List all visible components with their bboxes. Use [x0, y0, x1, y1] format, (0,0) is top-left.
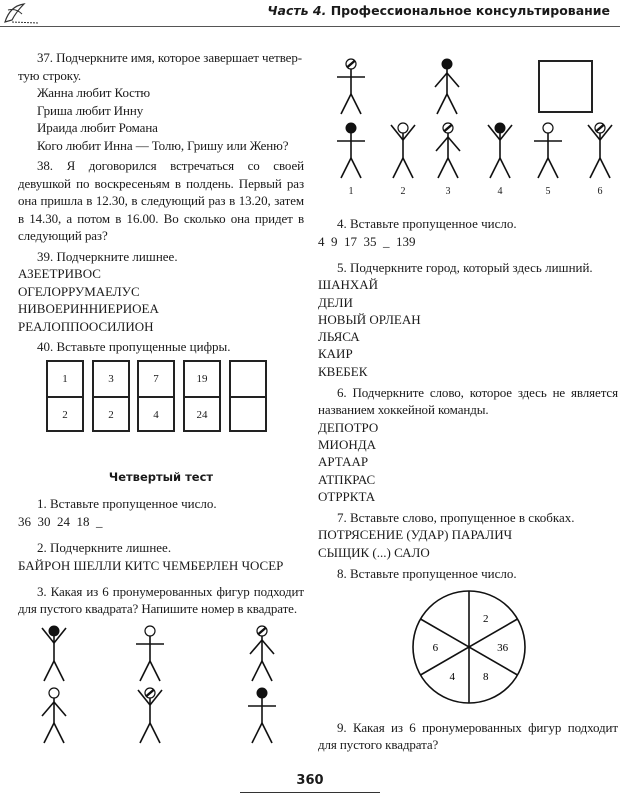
wheel-number: 6 — [432, 641, 439, 654]
t1-sequence: 36 30 24 18 _ — [18, 513, 103, 529]
stick-figure — [34, 625, 74, 685]
t5-text: 5. Подчеркните город, который здесь лишний. — [337, 260, 593, 275]
q39-text: 39. Подчеркните лишнее. — [37, 248, 178, 264]
t7-item: ПОТРЯСЕНИЕ (УДАР) ПАРАЛИЧ — [318, 527, 513, 543]
stick-figure — [428, 122, 468, 182]
empty-head — [145, 626, 155, 636]
t6-item: АРТААР — [318, 454, 369, 470]
t2-words: БАЙРОН ШЕЛЛИ КИТС ЧЕМБЕРЛЕН ЧОСЕР — [18, 557, 284, 573]
q39-item: НИВОЕРИННИЕРИОЕА — [18, 301, 159, 316]
figure-number: 6 — [597, 186, 603, 197]
figure-number: 3 — [445, 186, 451, 197]
t4-text: 4. Вставьте пропущенное число. — [337, 216, 517, 231]
digit-cell: 4 — [139, 396, 173, 432]
t7-text: 7. Вставьте слово, пропущенное в скобках. — [337, 510, 575, 526]
figure-number: 1 — [348, 186, 354, 197]
t6-item: ДЕПОТРО — [318, 419, 379, 435]
filled-head — [346, 123, 356, 133]
number-wheel — [409, 587, 529, 707]
digit-cell: 24 — [185, 396, 219, 432]
stick-figure — [480, 122, 520, 182]
figure-number: 2 — [400, 186, 406, 197]
stick-figure — [242, 625, 282, 685]
figure-number: 5 — [545, 186, 551, 197]
test-question-9: 9. Какая из 6 пронумерованных фигур подходит для пустого квадрата? — [318, 719, 618, 752]
wheel-number: 4 — [449, 670, 455, 683]
digit-cell — [231, 396, 265, 432]
q37-item: Ираида любит Романа — [37, 120, 158, 135]
wheel-number: 8 — [483, 670, 489, 683]
stick-figure — [34, 687, 74, 747]
empty-head — [49, 688, 59, 698]
empty-answer-square[interactable] — [538, 60, 593, 113]
page-number-rule — [240, 792, 380, 793]
stick-figure — [331, 58, 371, 118]
puzzle-figures — [318, 58, 618, 208]
digit-cell — [231, 362, 265, 396]
digit-box — [183, 360, 221, 432]
filled-head — [495, 123, 505, 133]
digit-cell: 7 — [153, 372, 159, 385]
question-39 — [18, 248, 304, 336]
digit-cell: 2 — [48, 396, 82, 432]
digit-cell: 2 — [94, 396, 128, 432]
figure-number: 4 — [497, 186, 503, 197]
digit-box — [137, 360, 175, 432]
digit-box — [46, 360, 84, 432]
q37-item: Гриша любит Инну — [37, 102, 144, 118]
test-question-8: 8. Вставьте пропущенное число. — [337, 566, 517, 582]
t5-item: КВЕБЕК — [318, 363, 368, 379]
q37-item: Жанна любит Костю — [37, 85, 151, 100]
right-column — [318, 58, 618, 753]
digit-cell: 1 — [62, 372, 68, 385]
t6-text: 6. Подчеркните слово, которое здесь не является названием хоккейной команды. — [318, 385, 618, 418]
t1-text: 1. Вставьте пропущенное число. — [37, 496, 217, 511]
t5-item: ЛЬЯСА — [318, 329, 360, 345]
header-part: Часть 4. — [267, 3, 327, 18]
running-header — [267, 3, 610, 18]
q37-item: Кого любит Инна — Толю, Гришу или Женю? — [37, 137, 289, 153]
left-column — [18, 49, 304, 747]
q39-item: АЗЕЕТРИВОС — [18, 266, 101, 281]
feather-pen-logo — [2, 2, 42, 26]
test-question-1 — [18, 495, 304, 530]
digit-cell: 3 — [108, 372, 114, 385]
q39-item: ОГЕЛОРРУМАЕЛУС — [18, 283, 140, 299]
stick-figure — [331, 122, 371, 182]
t4-sequence: 4 9 17 35 _ 139 — [318, 233, 416, 249]
question-37 — [18, 49, 304, 154]
stick-figure — [528, 122, 568, 182]
t6-item: МИОНДА — [318, 436, 376, 452]
t5-item: ШАНХАЙ — [318, 277, 379, 293]
q39-item: РЕАЛОППООСИЛИОН — [18, 318, 154, 334]
filled-head — [49, 626, 59, 636]
wheel-number: 36 — [497, 641, 509, 654]
stick-figure — [130, 625, 170, 685]
test-question-2 — [18, 539, 304, 574]
question-40: 40. Вставьте пропущенные цифры. — [37, 339, 231, 354]
t6-item: ОТРРКТА — [318, 488, 376, 504]
t5-item: НОВЫЙ ОРЛЕАН — [318, 311, 421, 327]
stick-figure — [383, 122, 423, 182]
empty-head — [543, 123, 553, 133]
stick-figure — [427, 58, 467, 118]
digit-box — [92, 360, 130, 432]
t5-item: ДЕЛИ — [318, 294, 353, 310]
q37-line: тую строку. — [18, 67, 82, 83]
test-question-6 — [318, 384, 618, 505]
filled-head — [257, 688, 267, 698]
t5-item: КАИР — [318, 346, 353, 362]
test-question-3: 3. Какая из 6 пронумерованных фигур подходит для пустого квадрата? Напишите номер в квадрате. — [18, 584, 304, 616]
section-title: Четвертый тест — [108, 469, 214, 484]
page-number: 360 — [296, 773, 324, 788]
q37-line: 37. Подчеркните имя, которое завершает четвер- — [37, 50, 302, 65]
header-title: Профессиональное консультирование — [330, 3, 610, 18]
test-question-4 — [318, 215, 618, 250]
q40-boxes — [18, 356, 304, 441]
test-question-7 — [318, 509, 618, 561]
t6-item: АТПКРАС — [318, 471, 376, 487]
empty-head — [398, 123, 408, 133]
t2-text: 2. Подчеркните лишнее. — [37, 540, 172, 555]
digit-box — [229, 360, 267, 432]
filled-head — [442, 59, 452, 69]
question-38: 38. Я договорился встречаться со своей девушкой по воскресеньям в полдень. Первый раз она пришла в 12.30, в следующий раз в 13.20, затем в 14.30, а потом в 16.00. Во сколько она придет в следующий раз? — [18, 158, 304, 243]
digit-cell: 19 — [196, 372, 208, 385]
stick-figure — [242, 687, 282, 747]
header-rule — [0, 26, 620, 27]
test-question-5 — [318, 259, 618, 380]
t7-item: СЫЩИК (...) САЛО — [318, 544, 430, 560]
stick-figure — [580, 122, 620, 182]
wheel-number: 2 — [483, 612, 489, 625]
t3-figures — [18, 617, 304, 747]
stick-figure — [130, 687, 170, 747]
